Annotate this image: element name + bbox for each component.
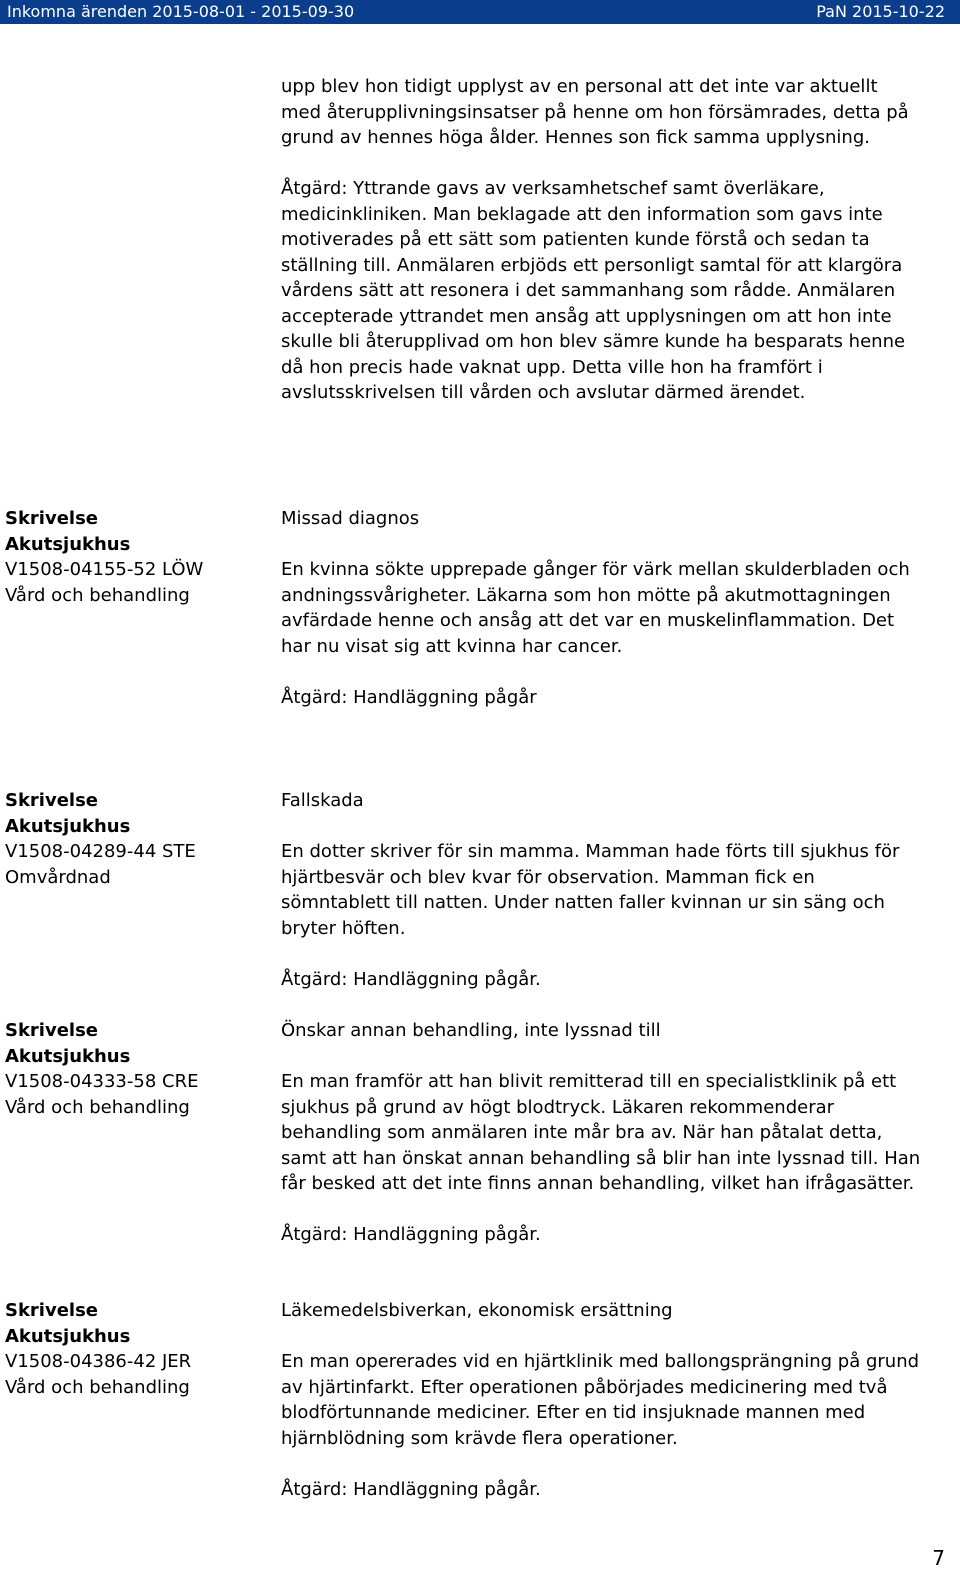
case-category: Vård och behandling — [5, 1376, 190, 1398]
case-type: Skrivelse — [5, 1020, 99, 1041]
case-type: Skrivelse — [5, 508, 99, 529]
case-id: V1508-04289-44 STE — [5, 841, 196, 862]
case-id: V1508-04386-42 JER — [5, 1351, 192, 1372]
header-date: PaN 2015-10-22 — [816, 2, 945, 21]
case-category: Vård och behandling — [5, 1096, 190, 1118]
case-subject: Missad diagnos — [281, 508, 420, 529]
case-description: En man opererades vid en hjärtklinik med ballongsprängning på grund av hjärtinfarkt. Efter operationen påbörjades medicinering med två blodförtunnande mediciner. Efter en tid insjuknade mannen med hjärnblödning som krävde flera operationer. — [281, 1351, 920, 1449]
case-body — [281, 788, 926, 992]
case-body — [281, 1018, 926, 1248]
case-type: Skrivelse — [5, 790, 99, 811]
case-meta — [5, 1018, 267, 1120]
case-category: Vård och behandling — [5, 584, 190, 606]
case-unit: Akutsjukhus — [5, 533, 131, 555]
case-meta — [5, 788, 267, 890]
case-unit: Akutsjukhus — [5, 815, 131, 837]
case-body — [281, 506, 926, 710]
case-action: Åtgärd: Handläggning pågår. — [281, 1224, 541, 1245]
case-description: En dotter skriver för sin mamma. Mamman hade förts till sjukhus för hjärtbesvär och blev kvar för observation. Mamman fick en sömntablett till natten. Under natten faller kvinnan ur sin säng och bryter höften. — [281, 841, 900, 939]
case-subject: Fallskada — [281, 790, 364, 811]
page-number: 7 — [932, 1546, 945, 1570]
case-id: V1508-04333-58 CRE — [5, 1071, 199, 1092]
case-meta — [5, 1298, 267, 1400]
case-action: Åtgärd: Handläggning pågår — [281, 686, 537, 708]
page-header — [0, 0, 960, 24]
case-subject: Önskar annan behandling, inte lyssnad till — [281, 1020, 661, 1041]
continued-case-text — [281, 74, 921, 431]
case-subject: Läkemedelsbiverkan, ekonomisk ersättning — [281, 1300, 673, 1321]
continued-paragraph: upp blev hon tidigt upplyst av en personal att det inte var aktuellt med återupplivningsinsatser på henne om hon försämrades, detta på grund av hennes höga ålder. Hennes son fick samma upplysning. — [281, 76, 909, 148]
continued-action-paragraph: Åtgärd: Yttrande gavs av verksamhetschef samt överläkare, medicinkliniken. Man beklagade att den information som gavs inte motiverades på ett sätt som patienten kunde förstå och sedan ta ställning till. Anmälaren erbjöds ett personligt samtal för att klargöra vårdens sätt att resonera i det sammanhang som rådde. Anmälaren accepterade yttrandet men ansåg att upplysningen om att hon inte skulle bli återupplivad om hon blev sämre kunde ha besparats henne då hon precis hade vaknat upp. Detta ville hon ha framfört i avslutsskrivelsen till vården och avslutar därmed ärendet. — [281, 178, 906, 403]
case-description: En man framför att han blivit remitterad till en specialistklinik på ett sjukhus på grund av högt blodtryck. Läkaren rekommenderar behandling som anmälaren inte mår bra av. När han påtalat detta, samt att han önskat annan behandling så blir han inte lyssnad till. Han får besked att det inte finns annan behandling, vilket han ifrågasätter. — [281, 1071, 921, 1194]
case-category: Omvårdnad — [5, 866, 111, 888]
case-meta — [5, 506, 267, 608]
header-title: Inkomna ärenden 2015-08-01 - 2015-09-30 — [7, 2, 355, 21]
case-body — [281, 1298, 926, 1502]
case-description: En kvinna sökte upprepade gånger för värk mellan skulderbladen och andningssvårigheter. Läkarna som hon mötte på akutmottagningen avfärdade henne och ansåg att det var en muskelinflammation. Det har nu visat sig att kvinna har cancer. — [281, 559, 910, 657]
case-unit: Akutsjukhus — [5, 1325, 131, 1347]
case-action: Åtgärd: Handläggning pågår. — [281, 968, 541, 990]
case-action: Åtgärd: Handläggning pågår. — [281, 1478, 541, 1500]
case-id: V1508-04155-52 LÖW — [5, 559, 204, 580]
case-type: Skrivelse — [5, 1300, 99, 1321]
case-unit: Akutsjukhus — [5, 1045, 131, 1067]
